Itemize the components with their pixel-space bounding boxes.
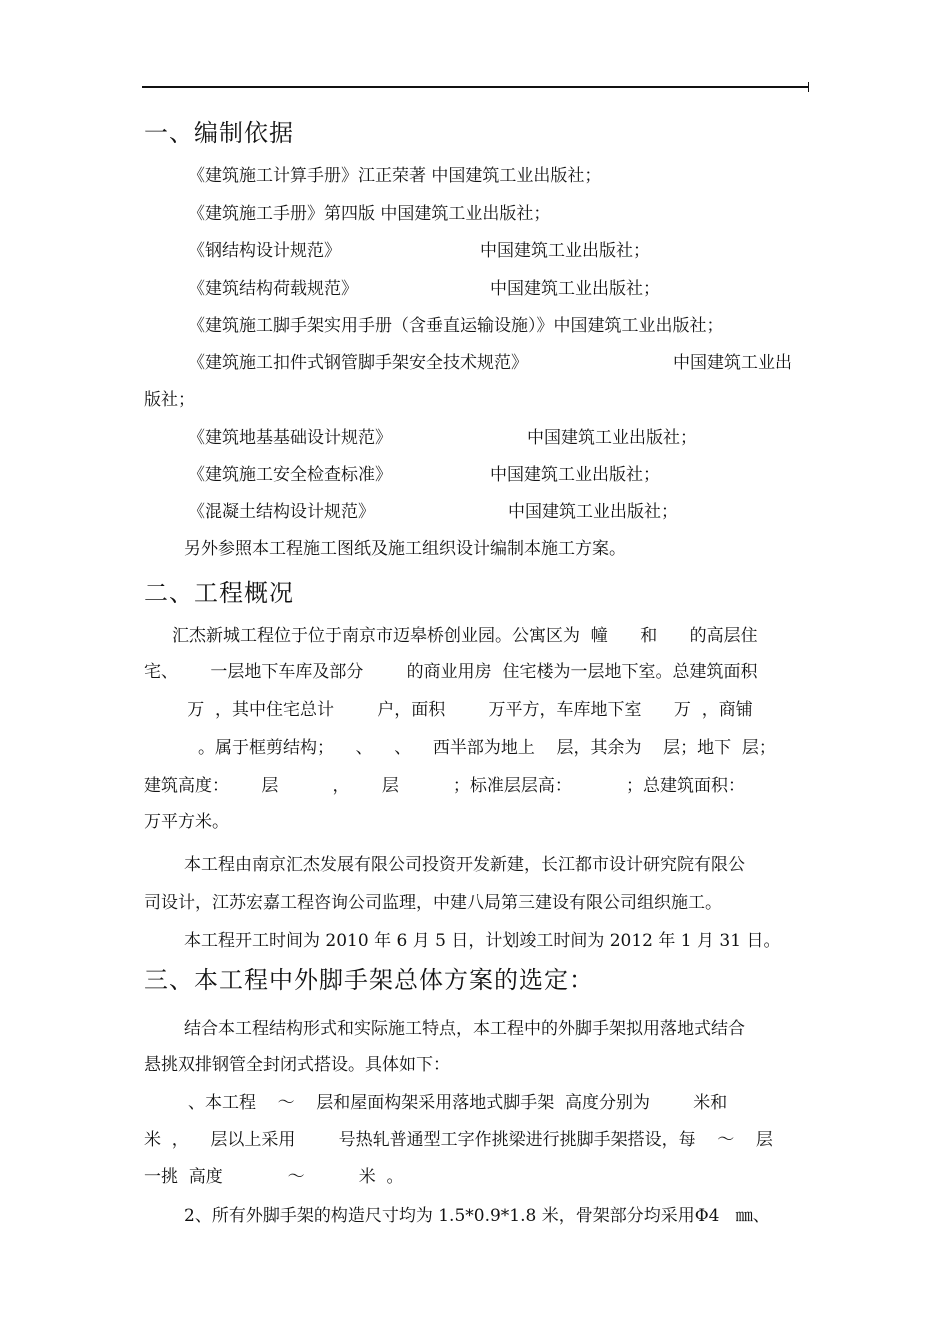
item1-line: 、本工程 ～ 层和屋面构架采用落地式脚手架 高度分别为 米和	[188, 1093, 728, 1113]
reference-item: 《钢结构设计规范》	[188, 241, 341, 261]
overview-line: 建筑高度： 层 ， 层 ；标准层层高： ；总建筑面积：	[144, 776, 745, 796]
section1-heading: 一、编制依据	[144, 119, 294, 147]
header-rule-tick	[808, 82, 809, 92]
reference-item: 《建筑施工计算手册》江正荣著 中国建筑工业出版社；	[188, 166, 602, 186]
section1-closing: 另外参照本工程施工图纸及施工组织设计编制本施工方案。	[184, 539, 626, 559]
reference-publisher: 中国建筑工业出版社；	[490, 465, 660, 485]
item1-line: 一挑 高度 ～ 米 。	[144, 1167, 404, 1187]
intro-line: 悬挑双排钢管全封闭式搭设。具体如下：	[144, 1055, 450, 1075]
overview-line: 。属于框剪结构； 、 、 西半部为地上 层，其余为 层；地下 层；	[144, 738, 776, 758]
reference-publisher: 中国建筑工业出版社；	[490, 279, 660, 299]
overview-line: 汇杰新城工程位于位于南京市迈皋桥创业园。公寓区为 幢 和 的高层住	[172, 626, 758, 646]
header-rule	[142, 86, 808, 88]
section2-heading: 二、工程概况	[144, 579, 294, 607]
overview-line: 万 ，其中住宅总计 户，面积 万平方，车库地下室 万 ，商铺	[144, 700, 753, 720]
project-parties-line: 司设计，江苏宏嘉工程咨询公司监理，中建八局第三建设有限公司组织施工。	[144, 893, 722, 913]
schedule-line: 本工程开工时间为 2010 年 6 月 5 日，计划竣工时间为 2012 年 1 月 31 日。	[184, 931, 781, 951]
reference-item: 《混凝土结构设计规范》	[188, 502, 375, 522]
reference-publisher: 中国建筑工业出版社；	[508, 502, 678, 522]
intro-line: 结合本工程结构形式和实际施工特点，本工程中的外脚手架拟用落地式结合	[184, 1019, 745, 1039]
item1-line: 米 ， 层以上采用 号热轧普通型工字作挑梁进行挑脚手架搭设，每 ～ 层	[144, 1130, 773, 1150]
reference-item: 《建筑地基基础设计规范》	[188, 428, 392, 448]
reference-item: 《建筑施工扣件式钢管脚手架安全技术规范》	[188, 353, 528, 373]
project-parties-line: 本工程由南京汇杰发展有限公司投资开发新建，长江都市设计研究院有限公	[184, 855, 745, 875]
reference-item: 《建筑施工安全检查标准》	[188, 465, 392, 485]
item2-line: 2、所有外脚手架的构造尺寸均为 1.5*0.9*1.8 米，骨架部分均采用Φ4 ㎜、	[184, 1206, 770, 1226]
reference-item: 《建筑施工脚手架实用手册（含垂直运输设施）》中国建筑工业出版社；	[188, 316, 724, 336]
overview-line: 万平方米。	[144, 812, 229, 832]
reference-publisher: 中国建筑工业出版社；	[480, 241, 650, 261]
reference-item: 《建筑施工手册》第四版 中国建筑工业出版社；	[188, 204, 551, 224]
reference-publisher: 中国建筑工业出	[673, 353, 792, 373]
reference-item: 《建筑结构荷载规范》	[188, 279, 358, 299]
reference-publisher: 中国建筑工业出版社；	[527, 428, 697, 448]
reference-continuation: 版社；	[144, 390, 195, 410]
overview-line: 宅、 一层地下车库及部分 的商业用房 住宅楼为一层地下室。总建筑面积	[144, 662, 758, 682]
section3-heading: 三、本工程中外脚手架总体方案的选定：	[144, 966, 594, 994]
